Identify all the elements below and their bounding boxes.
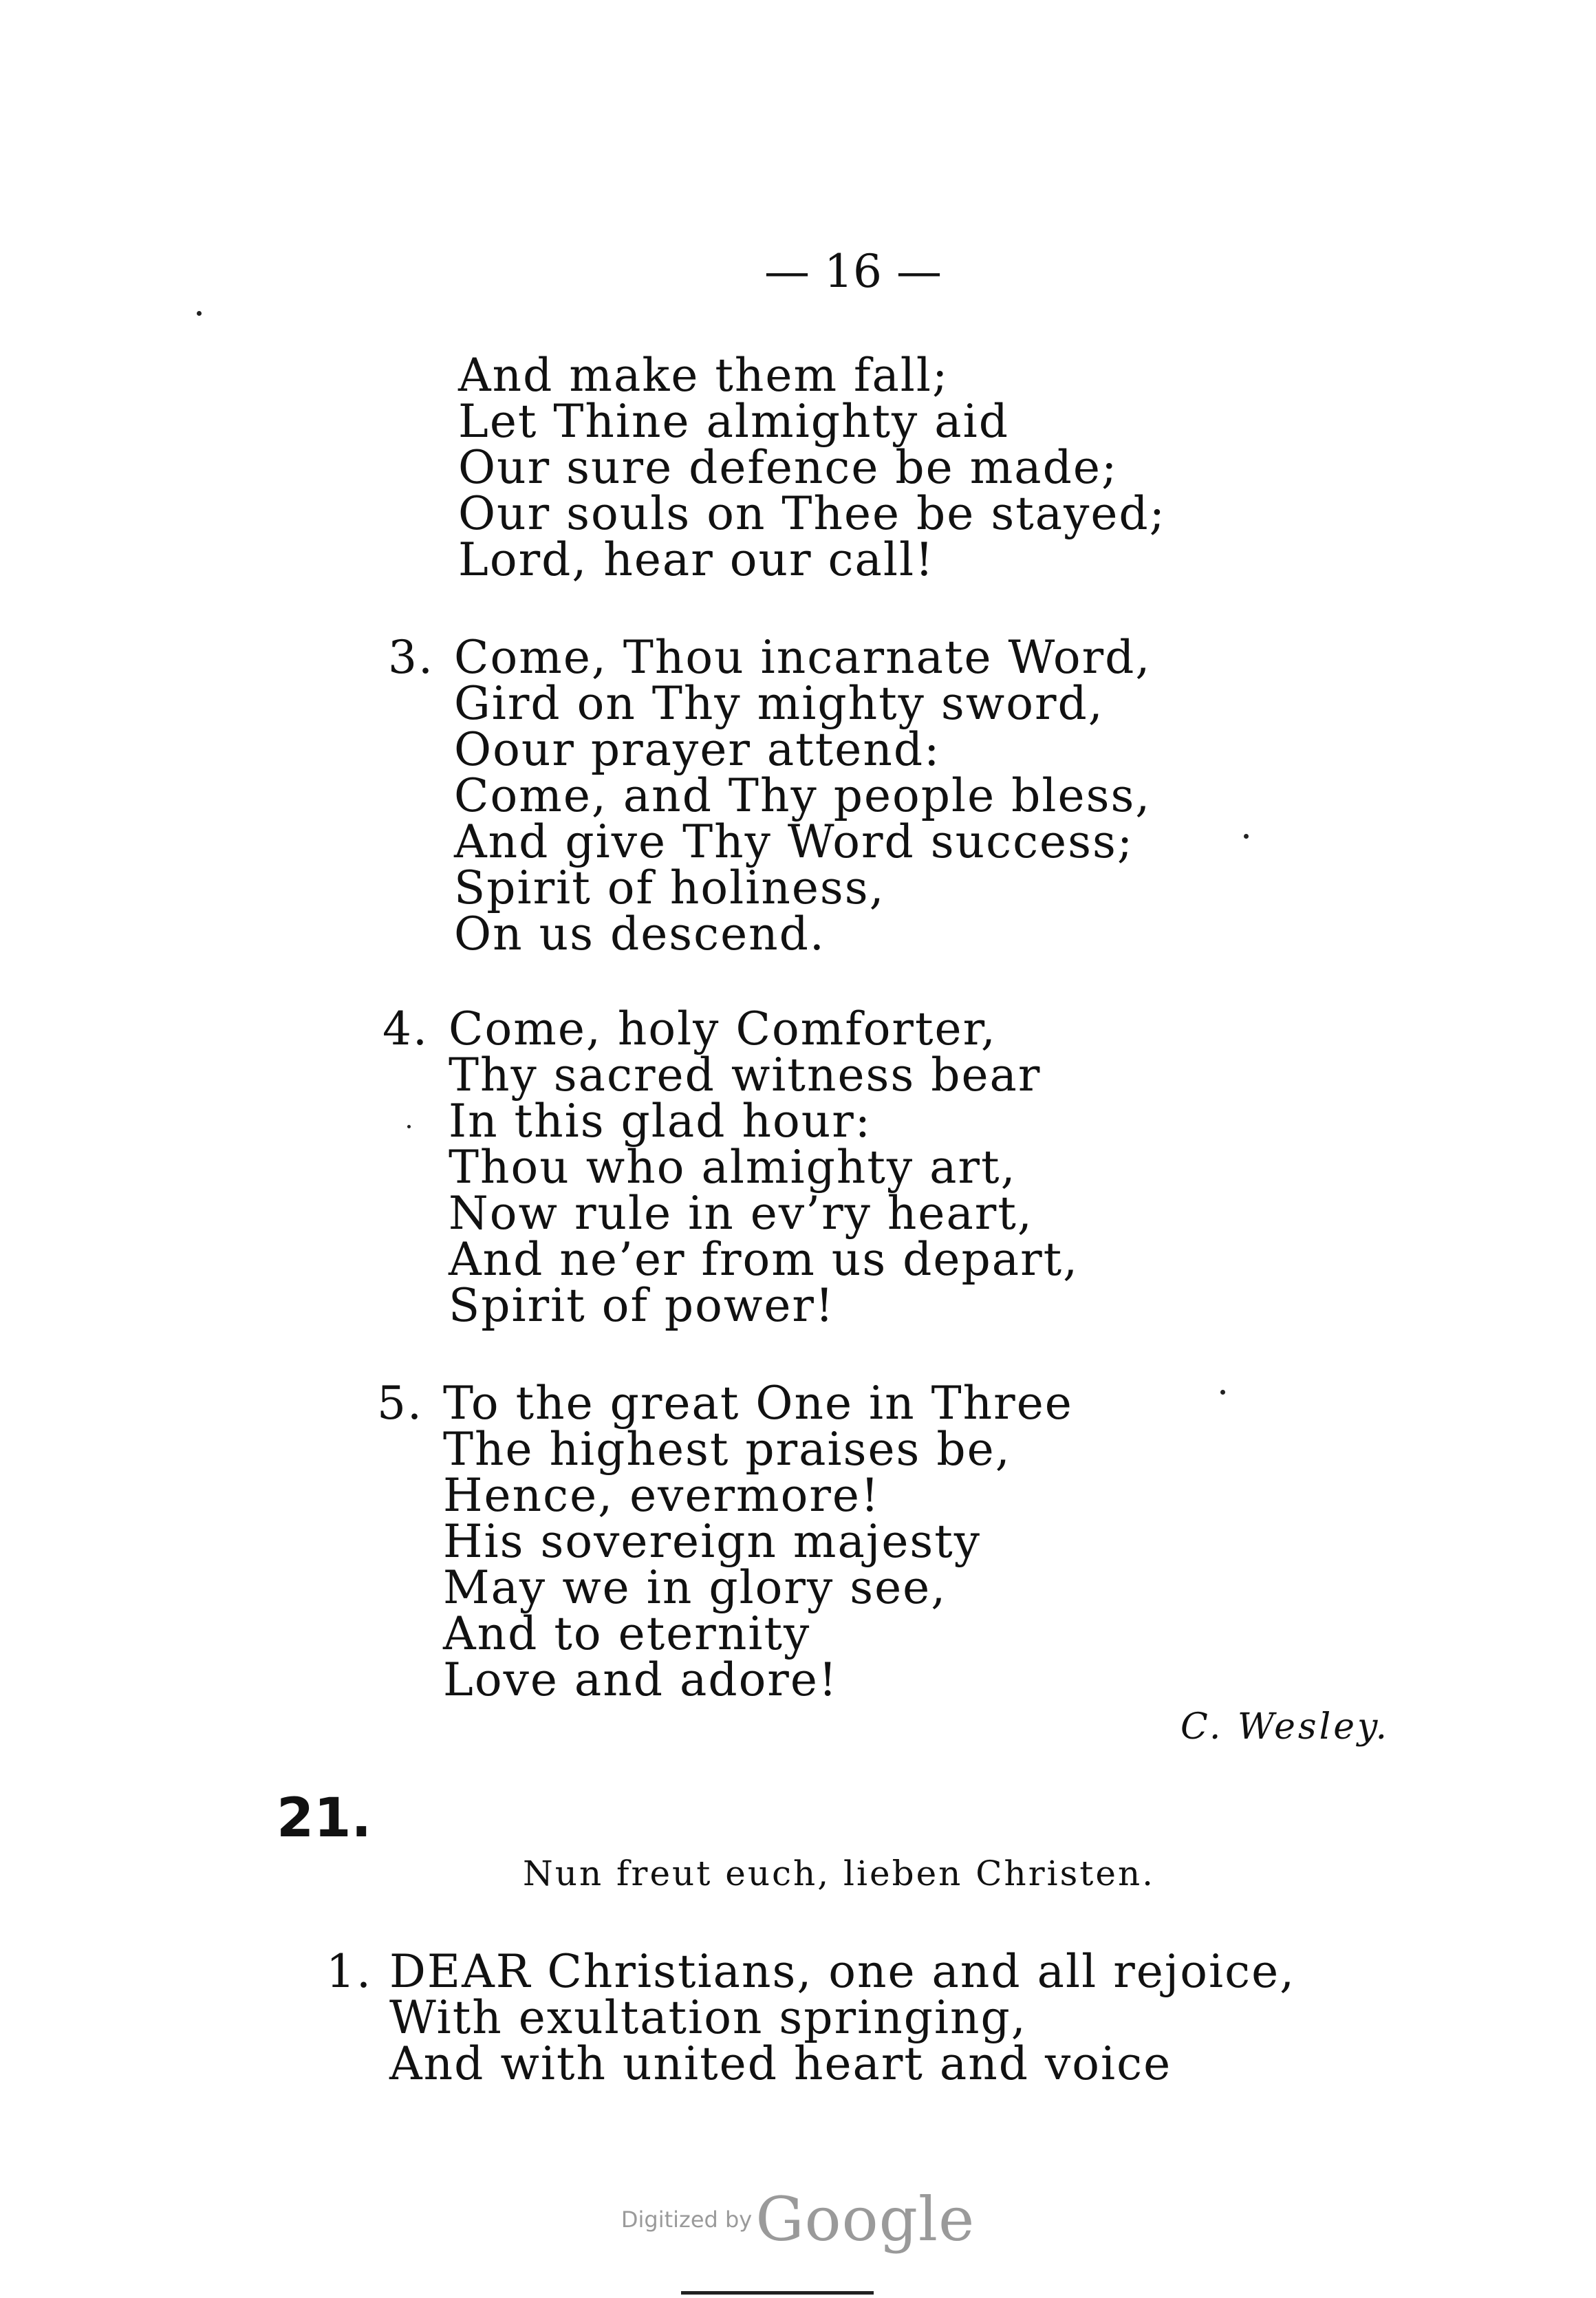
verse-line: Come, and Thy people bless, [454, 769, 1152, 822]
stanza-continuation [458, 349, 1166, 586]
verse-line: DEAR Christians, one and all rejoice, [389, 1945, 1296, 1998]
stanza-number: 5. [377, 1377, 423, 1430]
verse-line: His sovereign majesty [443, 1515, 982, 1568]
verse-line: And with united heart and voice [389, 2037, 1172, 2090]
verse-line: Let Thine almighty aid [458, 395, 1009, 448]
verse-line: Thy sacred witness bear [449, 1049, 1042, 1102]
digitized-watermark [0, 2184, 1596, 2255]
verse-line: Hence, evermore! [443, 1469, 881, 1522]
watermark-prefix: Digitized by [621, 2206, 753, 2233]
verse-line: On us descend. [454, 908, 826, 960]
stanza-number: 1. [326, 1945, 372, 1998]
stanza-number: 3. [388, 631, 434, 684]
verse-line: Come, holy Comforter, [449, 1002, 997, 1055]
verse-line: Thou who almighty art, [449, 1141, 1017, 1194]
bottom-rule [681, 2291, 874, 2295]
watermark-brand: Google [755, 2184, 975, 2255]
ink-speck [197, 311, 202, 316]
verse-line: In this glad hour: [449, 1095, 872, 1148]
verse-line: To the great One in Three [443, 1377, 1073, 1430]
stanza-number: 4. [382, 1002, 429, 1055]
verse-line: And make them fall; [458, 349, 949, 402]
verse-line: Our sure defence be made; [458, 441, 1119, 494]
verse-line: May we in glory see, [443, 1561, 947, 1614]
verse-line: With exultation springing, [389, 1991, 1027, 2044]
verse-line: Now rule in ev’ry heart, [449, 1187, 1033, 1240]
stanza-5 [377, 1377, 1073, 1706]
verse-line: And to eternity [443, 1607, 811, 1660]
stanza-1 [326, 1945, 1296, 2090]
stanza-4 [382, 1002, 1079, 1332]
verse-line: Oour prayer attend: [454, 723, 941, 776]
ink-speck [1220, 1390, 1225, 1395]
verse-line: Come, Thou incarnate Word, [454, 631, 1152, 684]
page-number: — 16 — [764, 245, 942, 298]
verse-line: Love and adore! [443, 1653, 839, 1706]
hymn-author: C. Wesley. [1180, 1706, 1390, 1748]
verse-line: Gird on Thy mighty sword, [454, 677, 1104, 730]
hymn-number: 21. [277, 1787, 372, 1849]
verse-line: And ne’er from us depart, [449, 1233, 1079, 1286]
stanza-3 [388, 631, 1152, 960]
ink-speck [1244, 834, 1249, 839]
verse-line: And give Thy Word success; [454, 815, 1134, 868]
ink-speck [407, 1125, 411, 1128]
hymn-tune-title: Nun freut euch, lieben Christen. [523, 1854, 1156, 1893]
verse-line: The highest praises be, [443, 1423, 1011, 1476]
verse-line: Spirit of holiness, [454, 861, 885, 914]
verse-line: Lord, hear our call! [458, 533, 935, 586]
verse-line: Our souls on Thee be stayed; [458, 487, 1166, 540]
verse-line: Spirit of power! [449, 1279, 835, 1332]
